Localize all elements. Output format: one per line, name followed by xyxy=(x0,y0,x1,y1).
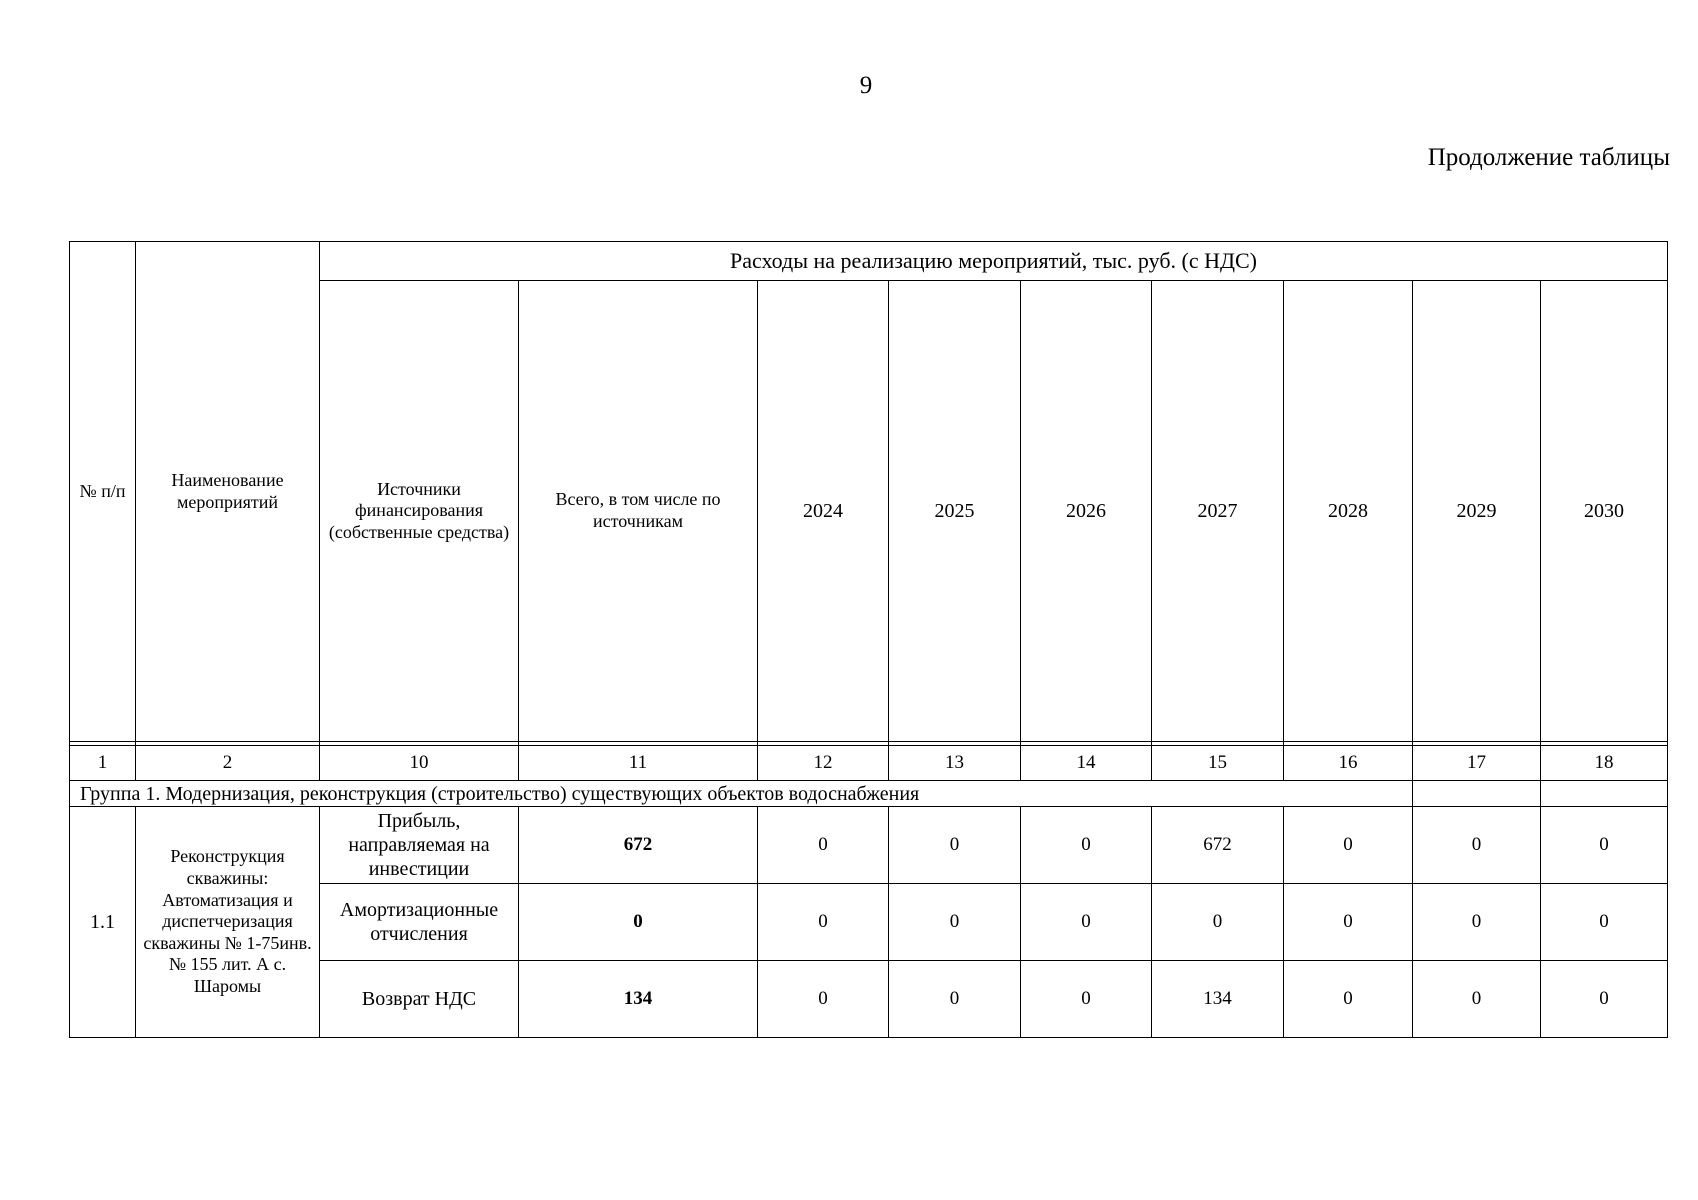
total-cell: 672 xyxy=(519,807,758,884)
header-year: 2030 xyxy=(1541,281,1668,742)
column-numbers-row xyxy=(70,746,1668,781)
year-value: 672 xyxy=(1152,807,1284,884)
year-value: 0 xyxy=(1284,961,1413,1038)
header-year: 2025 xyxy=(889,281,1021,742)
total-cell: 134 xyxy=(519,961,758,1038)
year-value: 0 xyxy=(1541,961,1668,1038)
total-cell: 0 xyxy=(519,884,758,961)
column-number: 16 xyxy=(1284,746,1413,781)
column-number: 17 xyxy=(1413,746,1541,781)
source-cell: Прибыль, направляемая на инвестиции xyxy=(320,807,519,884)
year-value: 0 xyxy=(1021,884,1152,961)
source-cell: Амортизационные отчисления xyxy=(320,884,519,961)
header-year: 2024 xyxy=(758,281,889,742)
column-number: 13 xyxy=(889,746,1021,781)
group-empty-cell xyxy=(1541,781,1668,807)
item-name: Реконструкция скважины: Автоматизация и диспетчеризация скважины № 1-75инв.№ 155 лит. А с. Шаромы xyxy=(136,807,320,1038)
header-expenses: Расходы на реализацию мероприятий, тыс. руб. (с НДС) xyxy=(320,242,1668,281)
page-number: 9 xyxy=(859,72,873,99)
year-value: 0 xyxy=(1152,884,1284,961)
column-number: 10 xyxy=(320,746,519,781)
year-value: 134 xyxy=(1152,961,1284,1038)
year-value: 0 xyxy=(758,807,889,884)
year-value: 0 xyxy=(758,961,889,1038)
header-year: 2026 xyxy=(1021,281,1152,742)
header-year: 2029 xyxy=(1413,281,1541,742)
column-number: 11 xyxy=(519,746,758,781)
header-name: Наименование мероприятий xyxy=(136,242,320,742)
table-row xyxy=(70,807,1668,884)
header-sources: Источники финансирования (собственные средства) xyxy=(320,281,519,742)
year-value: 0 xyxy=(1541,807,1668,884)
year-value: 0 xyxy=(889,961,1021,1038)
header-year: 2027 xyxy=(1152,281,1284,742)
continuation-label: Продолжение таблицы xyxy=(1427,144,1670,171)
group-row xyxy=(70,781,1668,807)
year-value: 0 xyxy=(1021,807,1152,884)
column-number: 14 xyxy=(1021,746,1152,781)
header-total: Всего, в том числе по источникам xyxy=(519,281,758,742)
year-value: 0 xyxy=(758,884,889,961)
header-no: № п/п xyxy=(70,242,136,742)
item-number: 1.1 xyxy=(70,807,136,1038)
header-year: 2028 xyxy=(1284,281,1413,742)
year-value: 0 xyxy=(1413,807,1541,884)
year-value: 0 xyxy=(889,807,1021,884)
year-value: 0 xyxy=(1541,884,1668,961)
source-cell: Возврат НДС xyxy=(320,961,519,1038)
year-value: 0 xyxy=(1413,884,1541,961)
year-value: 0 xyxy=(1284,884,1413,961)
expenses-table xyxy=(69,241,1668,1038)
column-number: 15 xyxy=(1152,746,1284,781)
year-value: 0 xyxy=(1413,961,1541,1038)
column-number: 18 xyxy=(1541,746,1668,781)
column-number: 12 xyxy=(758,746,889,781)
group-empty-cell xyxy=(1413,781,1541,807)
year-value: 0 xyxy=(1284,807,1413,884)
column-number: 1 xyxy=(70,746,136,781)
group-title: Группа 1. Модернизация, реконструкция (строительство) существующих объектов водоснабжения xyxy=(70,781,1413,807)
column-number: 2 xyxy=(136,746,320,781)
year-value: 0 xyxy=(1021,961,1152,1038)
year-value: 0 xyxy=(889,884,1021,961)
